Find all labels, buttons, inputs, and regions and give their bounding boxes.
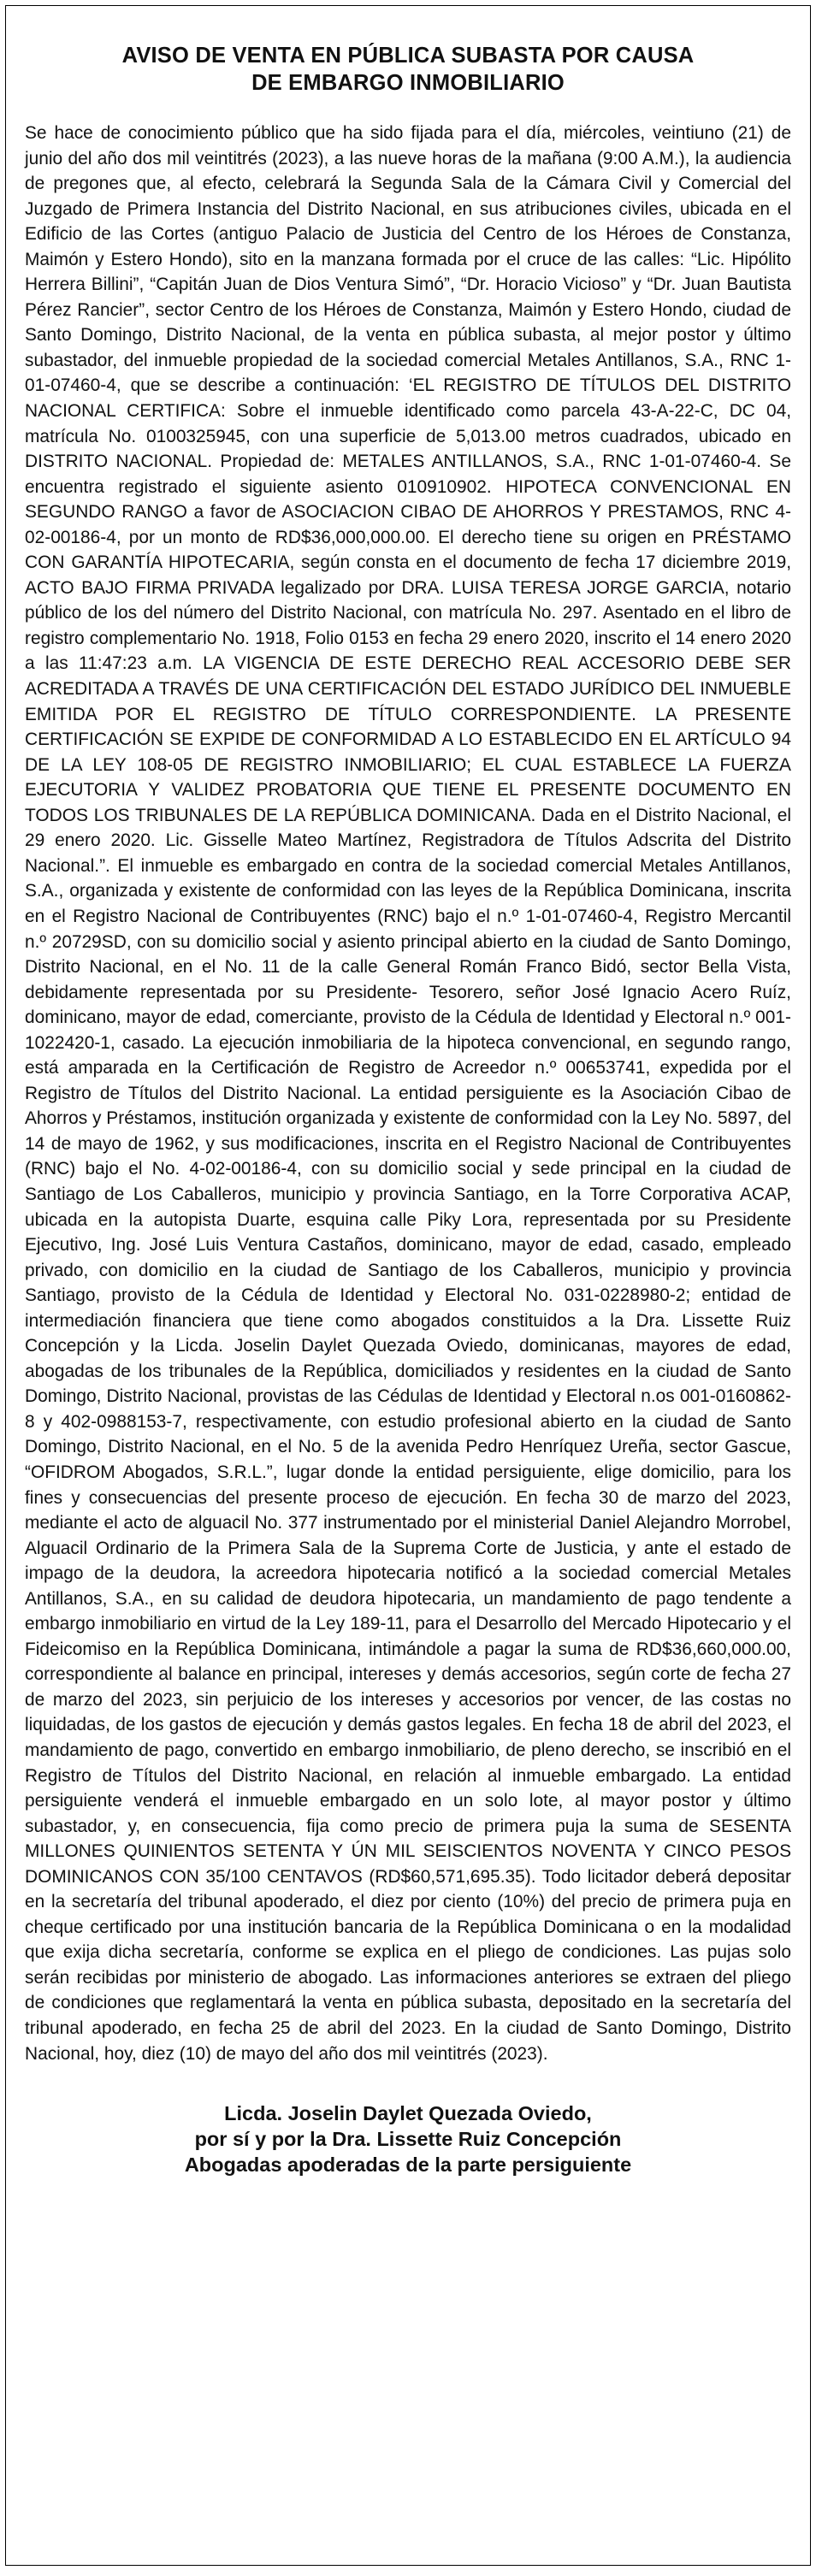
notice-body: Se hace de conocimiento público que ha sido fijada para el día, miércoles, veintiuno (21) de junio del año dos mil veintitrés (2023), a las nueve horas de la mañana (9:00 A.M.), la audiencia de pregones que, al efecto, celebrará la Segunda Sala de la Cámara Civil y Comercial del Juzgado de Primera Instancia del Distrito Nacional, en sus atribuciones civiles, ubicada en el Edificio de las Cortes (antiguo Palacio de Justicia del Centro de los Héroes de Constanza, Maimón y Estero Hondo), sito en la manzana formada por el cruce de las calles: “Lic. Hipólito Herrera Billini”, “Capitán Juan de Dios Ventura Simó”, “Dr. Horacio Vicioso” y “Dr. Juan Bautista Pérez Rancier”, sector Centro de los Héroes de Constanza, Maimón y Estero Hondo, ciudad de Santo Domingo, Distrito Nacional, de la venta en pública subasta, al mejor postor y último subastador, del inmueble propiedad de la sociedad comercial Metales Antillanos, S.A., RNC 1-01-07460-4, que se describe a continuación: ‘EL REGISTRO DE TÍTULOS DEL DISTRITO NACIONAL CERTIFICA: Sobre el inmueble identificado como parcela 43-A-22-C, DC 04, matrícula No. 0100325945, con una superficie de 5,013.00 metros cuadrados, ubicado en DISTRITO NACIONAL. Propiedad de: METALES ANTILLANOS, S.A., RNC 1-01-07460-4. Se encuentra registrado el siguiente asiento 010910902. HIPOTECA CONVENCIONAL EN SEGUNDO RANGO a favor de ASOCIACION CIBAO DE AHORROS Y PRESTAMOS, RNC 4-02-00186-4, por un monto de RD$36,000,000.00. El derecho tiene su origen en PRÉSTAMO CON GARANTÍA HIPOTECARIA, según consta en el documento de fecha 17 diciembre 2019, ACTO BAJO FIRMA PRIVADA legalizado por DRA. LUISA TERESA JORGE GARCIA, notario público de los del número del Distrito Nacional, con matrícula No. 297. Asentado en el libro de registro complementario No. 1918, Folio 0153 en fecha 29 enero 2020, inscrito el 14 enero 2020 a las 11:47:23 a.m. LA VIGENCIA DE ESTE DERECHO REAL ACCESORIO DEBE SER ACREDITADA A TRAVÉS DE UNA CERTIFICACIÓN DEL ESTADO JURÍDICO DEL INMUEBLE EMITIDA POR EL REGISTRO DE TÍTULO CORRESPONDIENTE. LA PRESENTE CERTIFICACIÓN SE EXPIDE DE CONFORMIDAD A LO ESTABLECIDO EN EL ARTÍCULO 94 DE LA LEY 108-05 DE REGISTRO INMOBILIARIO; EL CUAL ESTABLECE LA FUERZA EJECUTORIA Y VALIDEZ PROBATORIA QUE TIENE EL PRESENTE DOCUMENTO EN TODOS LOS TRIBUNALES DE LA REPÚBLICA DOMINICANA. Dada en el Distrito Nacional, el 29 enero 2020. Lic. Gisselle Mateo Martínez, Registradora de Títulos Adscrita del Distrito Nacional.”. El inmueble es embargado en contra de la sociedad comercial Metales Antillanos, S.A., organizada y existente de conformidad con las leyes de la República Dominicana, inscrita en el Registro Nacional de Contribuyentes (RNC) bajo el n.º 1-01-07460-4, Registro Mercantil n.º 20729SD, con su domicilio social y asiento principal abierto en la ciudad de Santo Domingo, Distrito Nacional, en el No. 11 de la calle General Román Franco Bidó, sector Bella Vista, debidamente representada por su Presidente- Tesorero, señor José Ignacio Acero Ruíz, dominicano, mayor de edad, comerciante, provisto de la Cédula de Identidad y Electoral n.º 001-1022420-1, casado. La ejecución inmobiliaria de la hipoteca convencional, en segundo rango, está amparada en la Certificación de Registro de Acreedor n.º 00653741, expedida por el Registro de Títulos del Distrito Nacional. La entidad persiguiente es la Asociación Cibao de Ahorros y Préstamos, institución organizada y existente de conformidad con la Ley No. 5897, del 14 de mayo de 1962, y sus modificaciones, inscrita en el Registro Nacional de Contribuyentes (RNC) bajo el No. 4-02-00186-4, con su domicilio social y sede principal en la ciudad de Santiago de Los Caballeros, municipio y provincia Santiago, en la Torre Corporativa ACAP, ubicada en la autopista Duarte, esquina calle Piky Lora, representada por su Presidente Ejecutivo, Ing. José Luis Ventura Castaños, dominicano, mayor de edad, casado, empleado privado, con domicilio en la ciudad de Santiago de los Caballeros, municipio y provincia Santiago, provisto de la Cédula de Identidad y Electoral No. 031-0228980-2; entidad de intermediación financiera que tiene como abogados constituidos a la Dra. Lissette Ruiz Concepción y la Licda. Joselin Daylet Quezada Oviedo, dominicanas, mayores de edad, abogadas de los tribunales de la República, domiciliados y residentes en la ciudad de Santo Domingo, Distrito Nacional, provistas de las Cédulas de Identidad y Electoral n.os 001-0160862-8 y 402-0988153-7, respectivamente, con estudio profesional abierto en la ciudad de Santo Domingo, Distrito Nacional, en el No. 5 de la avenida Pedro Henríquez Ureña, sector Gascue, “OFIDROM Abogados, S.R.L.”, lugar donde la entidad persiguiente, elige domicilio, para los fines y consecuencias del presente proceso de ejecución. En fecha 30 de marzo del 2023, mediante el acto de alguacil No. 377 instrumentado por el ministerial Daniel Alejandro Morrobel, Alguacil Ordinario de la Primera Sala de la Suprema Corte de Justicia, y ante el estado de impago de la deudora, la acreedora hipotecaria notificó a la sociedad comercial Metales Antillanos, S.A., en su calidad de deudora hipotecaria, un mandamiento de pago tendente a embargo inmobiliario en virtud de la Ley 189-11, para el Desarrollo del Mercado Hipotecario y el Fideicomiso en la República Dominicana, intimándole a pagar la suma de RD$36,660,000.00, correspondiente al balance en principal, intereses y demás accesorios, según corte de fecha 27 de marzo del 2023, sin perjuicio de los intereses y accesorios por vencer, de las costas no liquidadas, de los gastos de ejecución y demás gastos legales. En fecha 18 de abril del 2023, el mandamiento de pago, convertido en embargo inmobiliario, de pleno derecho, se inscribió en el Registro de Títulos del Distrito Nacional, en relación al inmueble embargado. La entidad persiguiente venderá el inmueble embargado en un solo lote, al mayor postor y último subastador, y, en consecuencia, fija como precio de primera puja la suma de SESENTA MILLONES QUINIENTOS SETENTA Y ÚN MIL SEISCIENTOS NOVENTA Y CINCO PESOS DOMINICANOS CON 35/100 CENTAVOS (RD$60,571,695.35). Todo licitador deberá depositar en la secretaría del tribunal apoderado, el diez por ciento (10%) del precio de primera puja en cheque certificado por una institución bancaria de la República Dominicana o en la modalidad que exija dicha secretaría, conforme se explica en el pliego de condiciones. Las pujas solo serán recibidas por ministerio de abogado. Las informaciones anteriores se extraen del pliego de condiciones que reglamentará la venta en pública subasta, depositado en la secretaría del tribunal apoderado, en fecha 25 de abril del 2023. En la ciudad de Santo Domingo, Distrito Nacional, hoy, diez (10) de mayo del año dos mil veintitrés (2023). — [25, 123, 791, 2064]
notice-title-line-2: DE EMBARGO INMOBILIARIO — [251, 71, 565, 95]
signature-line-2: por sí y por la Dra. Lissette Ruiz Concepción — [194, 2128, 622, 2151]
legal-notice — [5, 5, 811, 2566]
signature-line-1: Licda. Joselin Daylet Quezada Oviedo, — [224, 2102, 592, 2125]
notice-title-line-1: AVISO DE VENTA EN PÚBLICA SUBASTA POR CAUSA — [121, 44, 695, 68]
signature-line-3: Abogadas apoderadas de la parte persiguiente — [184, 2154, 632, 2177]
notice-title — [25, 42, 791, 97]
signature-block — [25, 2100, 791, 2177]
